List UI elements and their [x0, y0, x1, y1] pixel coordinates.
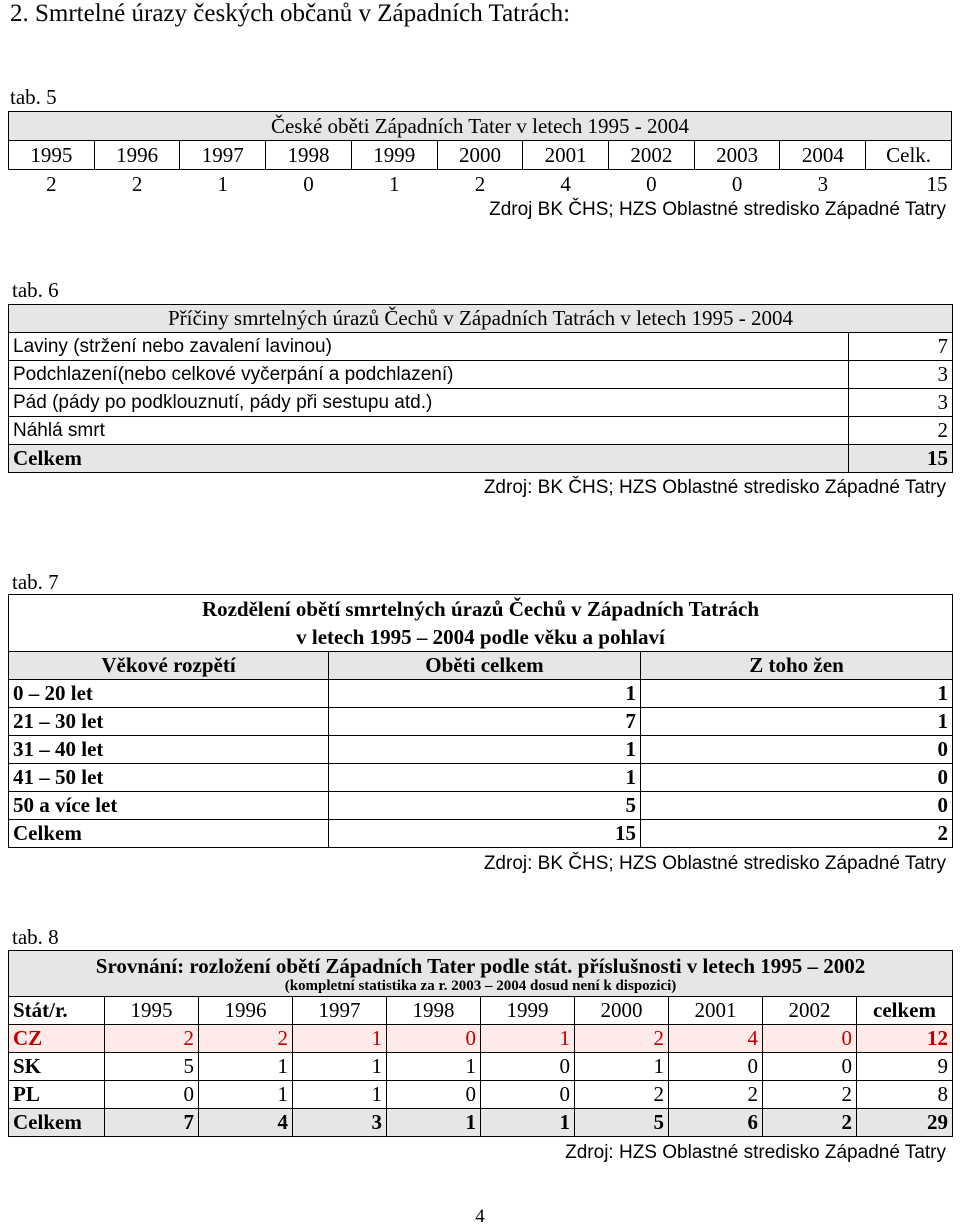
tab5-header-cell: 2000: [437, 141, 523, 170]
tab7-women: 1: [641, 708, 953, 736]
tab7-women: 1: [641, 680, 953, 708]
tab7-title-line2: v letech 1995 – 2004 podle věku a pohlaví: [296, 625, 665, 649]
tab7-age: 31 – 40 let: [9, 736, 329, 764]
tab8-cell: 2: [199, 1025, 293, 1053]
table-row: [9, 1053, 953, 1081]
tab8-header-cell: 2001: [669, 997, 763, 1025]
tab5-header-cell: 2004: [780, 141, 866, 170]
tab7-total: 1: [329, 680, 641, 708]
tab7-header-cell: Z toho žen: [641, 652, 953, 680]
tab6-cause: Laviny (stržení nebo zavalení lavinou): [9, 333, 849, 361]
tab7-source: Zdroj: BK ČHS; HZS Oblastné stredisko Západné Tatry: [483, 853, 946, 874]
table-row: [9, 361, 953, 389]
tab6-count: 2: [849, 417, 953, 445]
tab8-header-cell: 1997: [293, 997, 387, 1025]
tab8-header-cell: 1996: [199, 997, 293, 1025]
tab7-total: 5: [329, 792, 641, 820]
tab5-value-cell: 2: [131, 171, 143, 196]
tab7-age: 21 – 30 let: [9, 708, 329, 736]
tab7-header-cell: Oběti celkem: [329, 652, 641, 680]
table-row: [9, 792, 953, 820]
tab5-header-cell: 1998: [266, 141, 352, 170]
tab7-age: 0 – 20 let: [9, 680, 329, 708]
tab8-cell: 1: [199, 1081, 293, 1109]
tab8-header-cell: Stát/r.: [9, 997, 105, 1025]
tab8-header-cell: 1999: [481, 997, 575, 1025]
tab8-header-cell: 1995: [105, 997, 199, 1025]
tab5-table: [8, 111, 952, 198]
tab8-cell: 1: [293, 1025, 387, 1053]
tab8-country: SK: [9, 1053, 105, 1081]
tab8-cell: 2: [575, 1025, 669, 1053]
tab8-cell: 8: [857, 1081, 953, 1109]
tab7-label: tab. 7: [12, 570, 59, 594]
tab7-title: [9, 595, 953, 652]
tab6-cause: Pád (pády po podklouznutí, pády při sestupu atd.): [9, 389, 849, 417]
tab8-cell: 1: [387, 1053, 481, 1081]
tab6-cause: Podchlazení(nebo celkové vyčerpání a podchlazení): [9, 361, 849, 389]
tab8-cell: 1: [387, 1109, 481, 1137]
tab6-count: 15: [849, 445, 953, 473]
tab5-header-row: [9, 141, 952, 170]
tab8-cell: 9: [857, 1053, 953, 1081]
tab8-cell: 6: [669, 1109, 763, 1137]
tab8-cell: 1: [575, 1053, 669, 1081]
table-row-total: [9, 820, 953, 848]
table-row: [9, 333, 953, 361]
tab8-title-cell: [9, 951, 953, 997]
tab8-cell: 0: [387, 1025, 481, 1053]
tab7-table: [8, 594, 953, 848]
tab7-total: 15: [329, 820, 641, 848]
table-row-total: [9, 445, 953, 473]
tab8-cell: 12: [857, 1025, 953, 1053]
tab5-source: Zdroj BK ČHS; HZS Oblastné stredisko Západné Tatry: [489, 199, 946, 220]
tab8-cell: 1: [481, 1109, 575, 1137]
tab5-value-cell: 15: [926, 171, 948, 196]
tab5-label: tab. 5: [10, 85, 57, 109]
page-heading: 2. Smrtelné úrazy českých občanů v Západních Tatrách:: [10, 0, 571, 27]
tab7-age: 50 a více let: [9, 792, 329, 820]
tab8-cell: 4: [199, 1109, 293, 1137]
tab8-cell: 2: [763, 1081, 857, 1109]
tab8-cell: 2: [575, 1081, 669, 1109]
tab8-cell: 4: [669, 1025, 763, 1053]
tab8-cell: 5: [575, 1109, 669, 1137]
tab5-header-cell: Celk.: [866, 141, 952, 170]
tab8-cell: 5: [105, 1053, 199, 1081]
tab6-label: tab. 6: [12, 278, 59, 302]
tab7-total: 1: [329, 736, 641, 764]
tab8-cell: 2: [669, 1081, 763, 1109]
table-row: [9, 1081, 953, 1109]
tab6-table: [8, 304, 953, 473]
tab6-cause: Celkem: [9, 445, 849, 473]
tab5-value-row: [9, 170, 952, 199]
table-row-total: [9, 1109, 953, 1137]
tab8-country: CZ: [9, 1025, 105, 1053]
tab5-header-cell: 1996: [94, 141, 180, 170]
tab8-cell: 1: [293, 1053, 387, 1081]
tab8-header-row: [9, 997, 953, 1025]
tab5-value-cell: 0: [303, 171, 314, 196]
tab8-title: Srovnání: rozložení obětí Západních Tater podle stát. příslušnosti v letech 1995 – 2002: [95, 954, 866, 978]
tab8-cell: 0: [763, 1053, 857, 1081]
tab8-cell: 7: [105, 1109, 199, 1137]
page-number: 4: [475, 1206, 485, 1227]
table-row: [9, 736, 953, 764]
tab8-cell: 2: [105, 1025, 199, 1053]
tab8-header-cell: 1998: [387, 997, 481, 1025]
tab8-cell: 0: [481, 1053, 575, 1081]
table-row-cz: [9, 1025, 953, 1053]
tab7-women: 0: [641, 792, 953, 820]
tab8-cell: 0: [481, 1081, 575, 1109]
tab7-women: 0: [641, 736, 953, 764]
tab7-women: 0: [641, 764, 953, 792]
tab5-value-cell: 4: [560, 171, 571, 196]
tab6-count: 3: [849, 361, 953, 389]
tab6-source: Zdroj: BK ČHS; HZS Oblastné stredisko Západné Tatry: [483, 477, 946, 498]
tab8-cell: 0: [763, 1025, 857, 1053]
tab8-source: Zdroj: HZS Oblastné stredisko Západné Tatry: [565, 1142, 946, 1163]
tab7-total: 7: [329, 708, 641, 736]
table-row: [9, 708, 953, 736]
tab6-title: Příčiny smrtelných úrazů Čechů v Západních Tatrách v letech 1995 - 2004: [9, 305, 953, 333]
tab5-value-cell: 2: [46, 171, 57, 196]
tab7-age: Celkem: [9, 820, 329, 848]
tab8-cell: 1: [481, 1025, 575, 1053]
tab8-subtitle: (kompletní statistika za r. 2003 – 2004 dosud není k dispozici): [284, 978, 677, 994]
tab8-header-cell: celkem: [857, 997, 953, 1025]
tab8-cell: 1: [199, 1053, 293, 1081]
tab5-header-cell: 1999: [351, 141, 437, 170]
tab5-header-cell: 1997: [180, 141, 266, 170]
tab5-header-cell: 2002: [609, 141, 695, 170]
tab7-age: 41 – 50 let: [9, 764, 329, 792]
tab8-cell: 2: [763, 1109, 857, 1137]
table-row: [9, 764, 953, 792]
tab7-title-line1: Rozdělení obětí smrtelných úrazů Čechů v Západních Tatrách: [201, 597, 760, 621]
tab5-value-cell: 0: [731, 171, 743, 196]
tab8-cell: 0: [105, 1081, 199, 1109]
tab6-count: 3: [849, 389, 953, 417]
table-row: [9, 417, 953, 445]
tab5-title: České oběti Západních Tater v letech 1995 - 2004: [9, 112, 952, 141]
tab8-cell: 1: [293, 1081, 387, 1109]
tab8-cell: 0: [669, 1053, 763, 1081]
tab8-cell: 3: [293, 1109, 387, 1137]
tab5-header-cell: 2003: [694, 141, 780, 170]
table-row: [9, 389, 953, 417]
tab8-cell: 29: [857, 1109, 953, 1137]
tab5-header-cell: 1995: [9, 141, 95, 170]
tab8-header-cell: 2002: [763, 997, 857, 1025]
table-row: [9, 680, 953, 708]
tab6-cause: Náhlá smrt: [9, 417, 849, 445]
tab7-total: 1: [329, 764, 641, 792]
tab7-header-row: [9, 652, 953, 680]
tab8-header-cell: 2000: [575, 997, 669, 1025]
tab8-country: Celkem: [9, 1109, 105, 1137]
tab5-value-cell: 0: [646, 171, 657, 196]
tab7-women: 2: [641, 820, 953, 848]
tab8-cell: 0: [387, 1081, 481, 1109]
tab5-value-cell: 3: [817, 171, 829, 196]
tab7-header-cell: Věkové rozpětí: [9, 652, 329, 680]
tab8-label: tab. 8: [12, 925, 59, 949]
tab8-table: [8, 950, 953, 1137]
tab8-country: PL: [9, 1081, 105, 1109]
tab5-value-cell: 2: [474, 171, 486, 196]
tab5-value-cell: 1: [217, 171, 229, 196]
tab5-value-cell: 1: [388, 171, 400, 196]
tab5-header-cell: 2001: [523, 141, 609, 170]
tab6-count: 7: [849, 333, 953, 361]
